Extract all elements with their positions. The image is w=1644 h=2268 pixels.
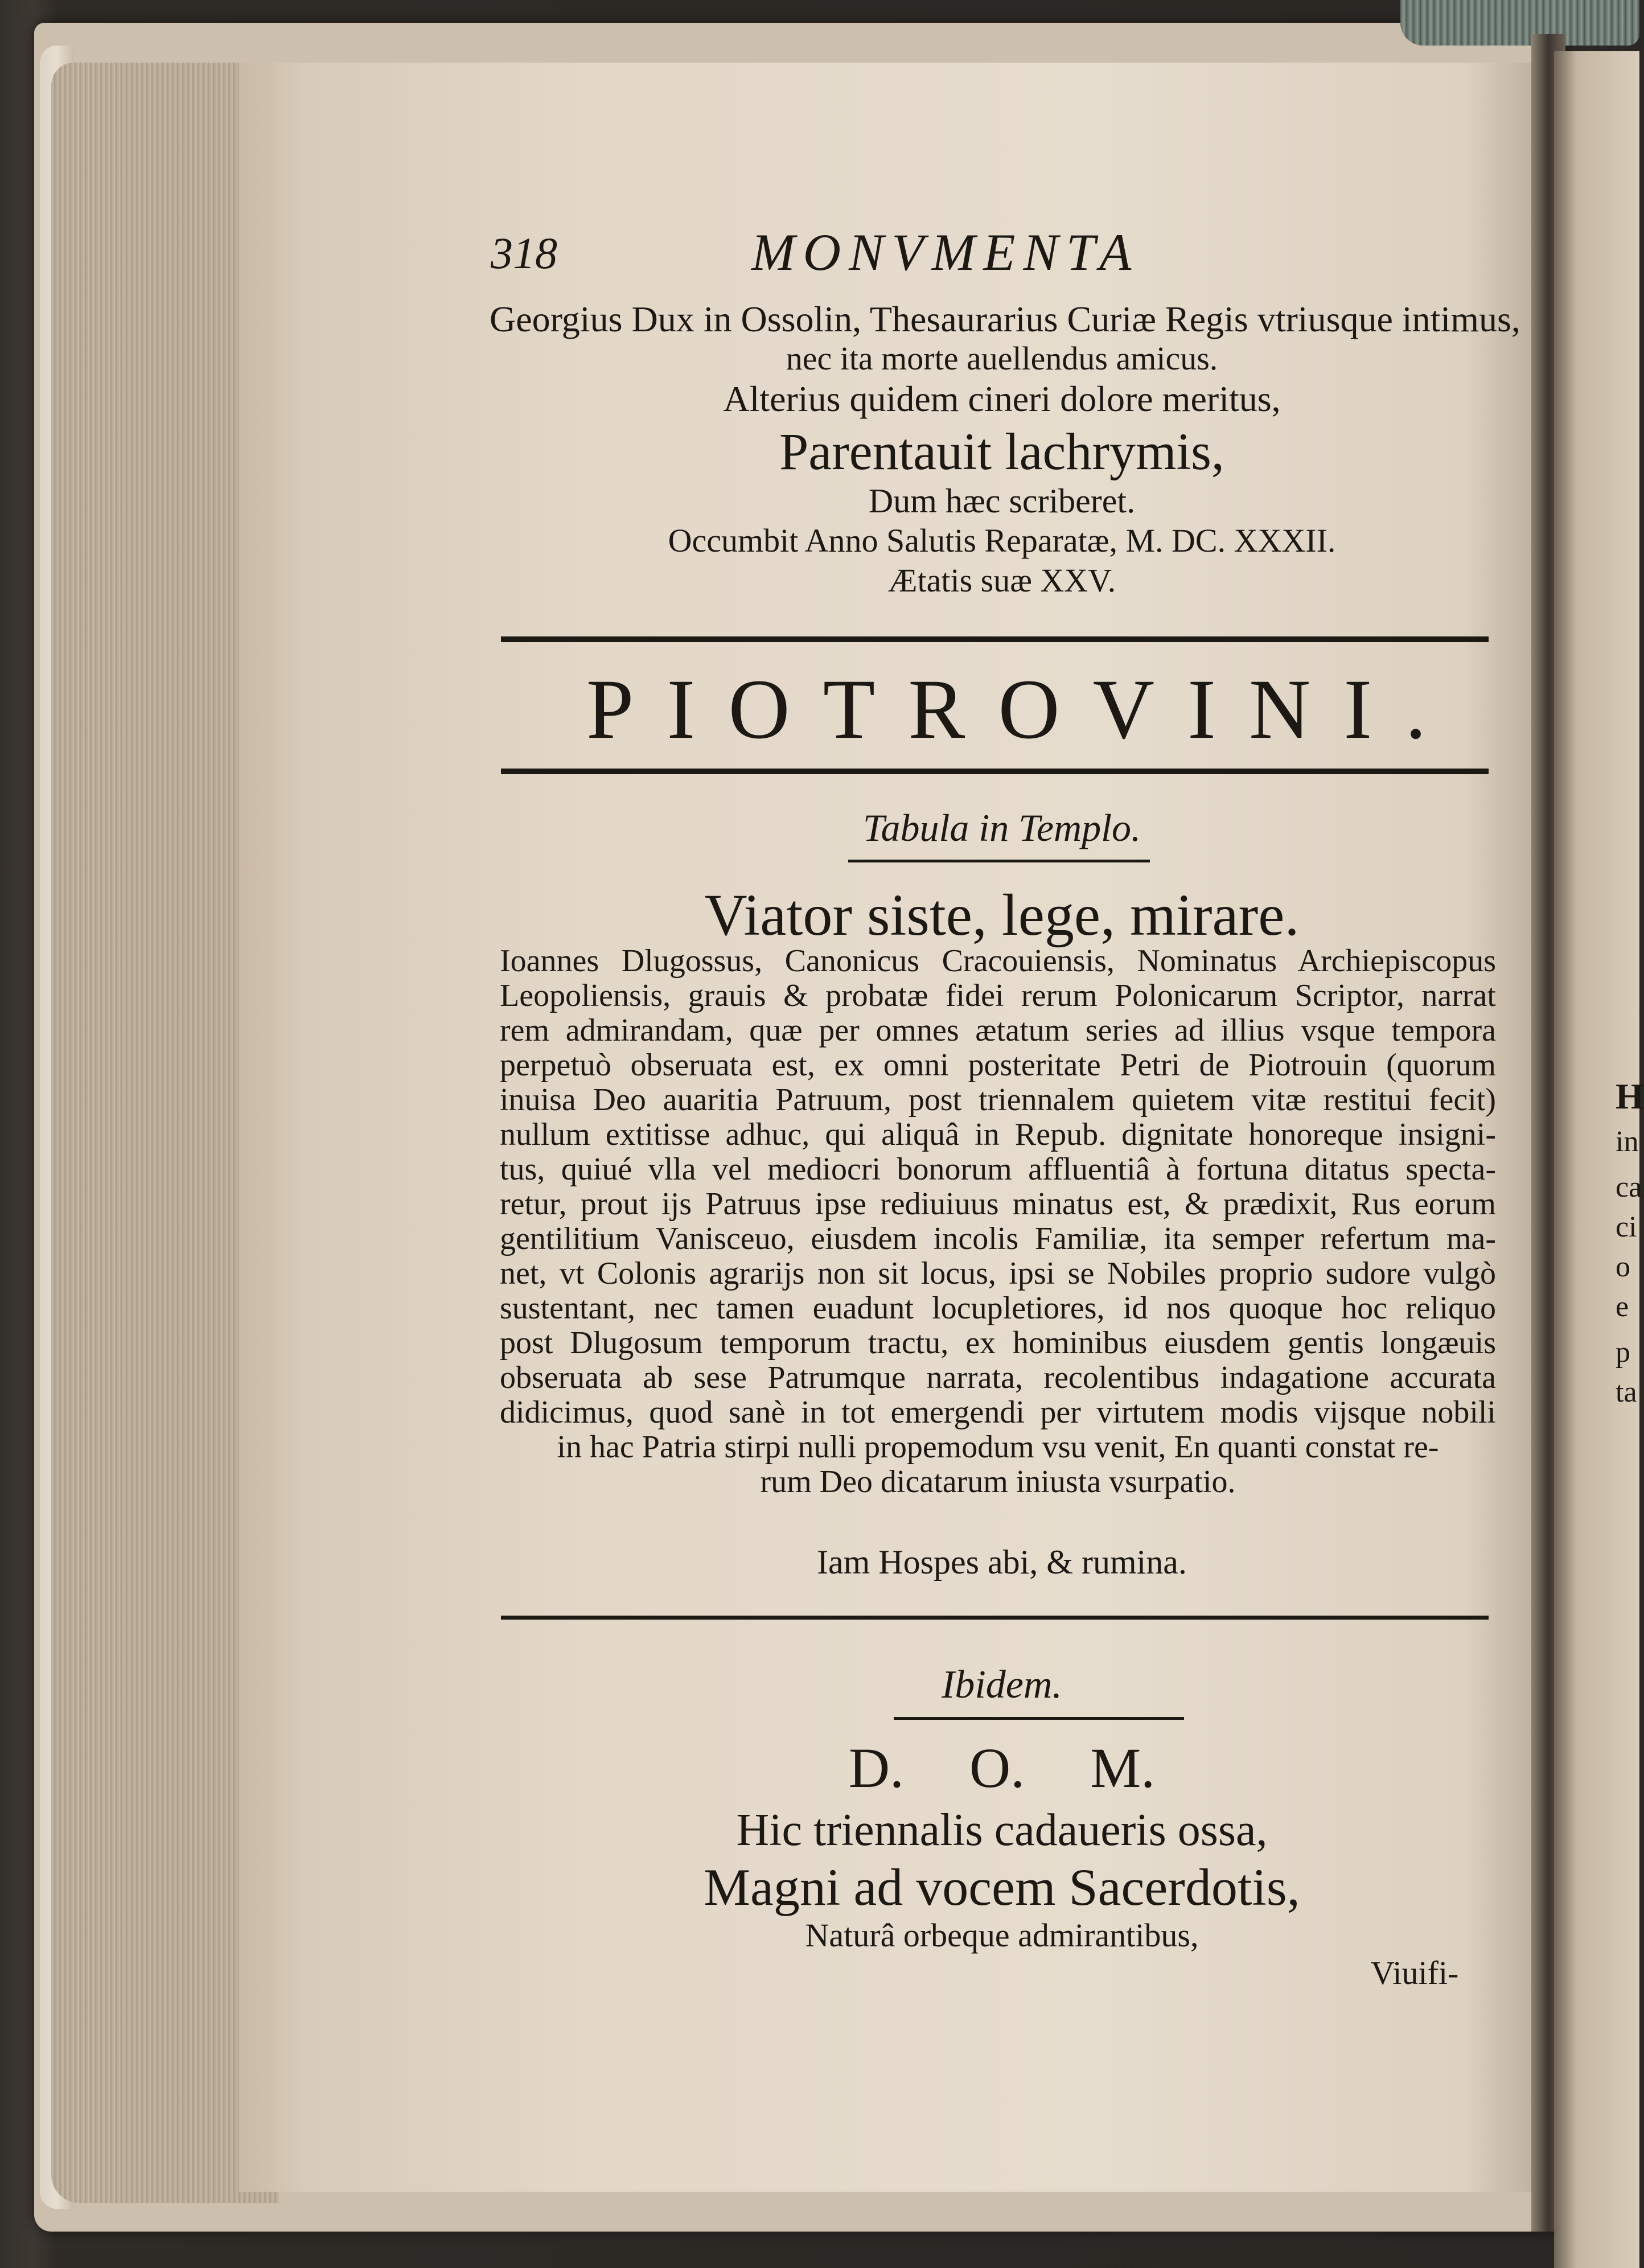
divider-rule: [501, 636, 1489, 642]
running-head: MONVMENTA: [751, 223, 1140, 281]
body-line: post Dlugosum temporum tractu, ex hominibus eiusdem gentis longæuis: [500, 1325, 1496, 1361]
ibidem-underline: [894, 1717, 1184, 1720]
facing-page-fragment: H: [1616, 1076, 1644, 1116]
body-line: retur, prout ijs Patruus ipse rediuiuus minatus est, & prædixit, Rus eorum: [500, 1186, 1496, 1222]
body-line: nullum extitisse adhuc, qui aliquâ in Repub. dignitate honoreque insigni-: [500, 1117, 1496, 1152]
text-line: Occumbit Anno Salutis Reparatæ, M. DC. XXXII.: [668, 522, 1336, 559]
book-spine: [1400, 0, 1639, 46]
body-line: perpetuò obseruata est, ex omni posteritate Petri de Piotrouin (quorum: [500, 1047, 1496, 1083]
text-line: Hic triennalis cadaueris ossa,: [736, 1805, 1268, 1855]
divider-rule: [501, 769, 1489, 774]
text-line: Alterius quidem cineri dolore meritus,: [723, 379, 1281, 419]
text-line: Magni ad vocem Sacerdotis,: [704, 1858, 1300, 1916]
facing-page-fragment: ci: [1616, 1211, 1637, 1243]
body-line: obseruata ab sese Patrumque narrata, recolentibus indagatione accurata: [500, 1360, 1496, 1395]
text-line: Dum hæc scriberet.: [868, 482, 1136, 520]
inscription-body: [500, 944, 1496, 1499]
facing-page-fragment: in: [1616, 1125, 1639, 1158]
catchword: Viuifi-: [1371, 1954, 1459, 1991]
ibidem-heading: Ibidem.: [942, 1663, 1062, 1707]
dom-heading: D. O. M.: [848, 1736, 1156, 1799]
body-line: rum Deo dicatarum iniusta vsurpatio.: [760, 1464, 1236, 1499]
body-line: tus, quiué vlla vel mediocri bonorum affluentiâ à fortuna ditatus specta-: [500, 1152, 1496, 1187]
body-line: didicimus, quod sanè in tot emergendi per virtutem modis vijsque nobili: [500, 1395, 1496, 1430]
subtitle-underline: [848, 860, 1150, 862]
body-line: Ioannes Dlugossus, Canonicus Cracouiensis, Nominatus Archiepiscopus: [500, 943, 1496, 979]
section-subtitle: Tabula in Templo.: [862, 806, 1141, 849]
facing-page-fragment: o: [1616, 1251, 1630, 1283]
body-line: inuisa Deo auaritia Patruum, post triennalem quietem vitæ restitui fecit): [500, 1082, 1496, 1117]
facing-page-fragment: e: [1616, 1291, 1629, 1323]
body-line: Leopoliensis, grauis & probatæ fidei rerum Polonicarum Scriptor, narrat: [500, 978, 1496, 1013]
divider-rule: [501, 1616, 1489, 1620]
body-line: net, vt Colonis agrarijs non sit locus, ipsi se Nobiles proprio sudore vulgò: [500, 1256, 1496, 1291]
facing-page-fragment: p: [1616, 1336, 1630, 1369]
body-line: rem admirandam, quæ per omnes ætatum series ad illius vsque tempora: [500, 1013, 1496, 1048]
inscription-heading: Viator siste, lege, mirare.: [704, 882, 1300, 948]
body-line: gentilitium Vanisceuo, eiusdem incolis Familiæ, ita semper refertum ma-: [500, 1221, 1496, 1256]
page-number: 318: [491, 228, 557, 278]
text-line: Ætatis suæ XXV.: [887, 562, 1116, 599]
body-line: in hac Patria stirpi nulli propemodum vsu venit, En quanti constat re-: [557, 1429, 1439, 1465]
facing-page-fragment: ca: [1616, 1171, 1642, 1203]
text-line: Parentauit lachrymis,: [779, 422, 1224, 480]
text-line: nec ita morte auellendus amicus.: [786, 340, 1218, 377]
body-line: sustentant, nec tamen euadunt locupletiores, id nos quoque hoc reliquo: [500, 1291, 1496, 1326]
section-title: PIOTROVINI.: [586, 662, 1460, 757]
closing-line: Iam Hospes abi, & rumina.: [817, 1543, 1187, 1581]
text-line: Georgius Dux in Ossolin, Thesaurarius Curiæ Regis vtriusque intimus,: [490, 299, 1520, 339]
facing-page-fragment: ta: [1616, 1376, 1637, 1408]
text-line: Naturâ orbeque admirantibus,: [805, 1917, 1199, 1954]
